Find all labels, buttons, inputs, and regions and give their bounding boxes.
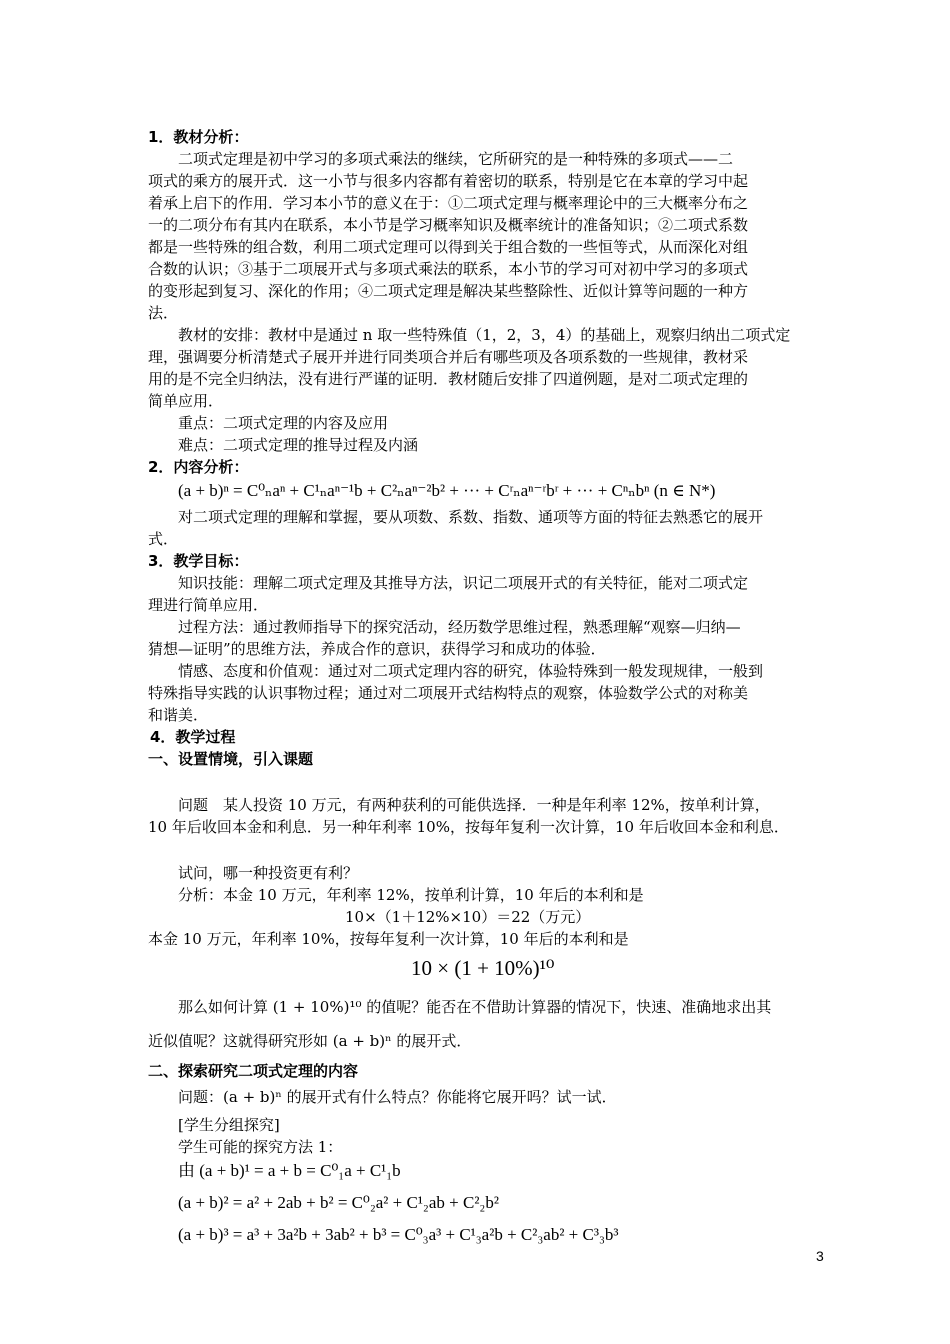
paragraph-line: 过程方法：通过教师指导下的探究活动，经历数学思维过程，熟悉理解“观察—归纳— (178, 618, 741, 636)
paragraph-line: 理，强调要分析清楚式子展开并进行同类项合并后有哪些项及各项系数的一些规律，教材采 (148, 348, 749, 366)
paragraph-line: 简单应用． (148, 392, 224, 410)
paragraph-line: 本金 10 万元，年利率 10%，按每年复利一次计算，10 年后的本利和是 (148, 930, 629, 948)
paragraph-line: 10 年后收回本金和利息．另一种年利率 10%，按每年复利一次计算，10 年后收回本金和利息． (148, 818, 789, 836)
paragraph-line: 试问，哪一种投资更有利？ (178, 864, 359, 882)
section-4-heading: 4．教学过程 (150, 728, 236, 746)
paragraph-line: 理进行简单应用． (148, 596, 269, 614)
section-2-heading: 2．内容分析： (148, 458, 249, 476)
paragraph-line: 特殊指导实践的认识事物过程；通过对二项展开式结构特点的观察，体验数学公式的对称美 (148, 684, 749, 702)
compound-interest-formula: 10 × (1 + 10%)¹⁰ (411, 956, 555, 980)
paragraph-line: 情感、态度和价值观：通过对二项式定理内容的研究，体验特殊到一般发现规律，一般到 (178, 662, 764, 680)
paragraph-line: 着承上启下的作用．学习本小节的意义在于：①二项式定理与概率理论中的三大概率分布之 (148, 194, 749, 212)
expansion-equation: 由 (a + b)¹ = a + b = C⁰₁a + C¹₁b (178, 1161, 401, 1180)
paragraph-line: 二项式定理是初中学习的多项式乘法的继续，它所研究的是一种特殊的多项式——二 (178, 150, 734, 168)
calculation: 10×（1＋12%×10）＝22（万元） (345, 908, 591, 926)
group-activity-label: [学生分组探究] (178, 1116, 280, 1134)
paragraph-line: 一的二项分布有其内在联系，本小节是学习概率知识及概率统计的准备知识；②二项式系数 (148, 216, 749, 234)
paragraph-line: 式． (148, 530, 179, 548)
paragraph-line: 猜想—证明”的思维方法，养成合作的意识，获得学习和成功的体验． (148, 640, 606, 658)
page-number: 3 (816, 1248, 824, 1264)
paragraph-line: 问题 某人投资 10 万元，有两种获利的可能供选择．一种是年利率 12%，按单利计算， (178, 796, 770, 814)
paragraph-line: 用的是不完全归纳法，没有进行严谨的证明．教材随后安排了四道例题，是对二项式定理的 (148, 370, 749, 388)
paragraph-line: 法． (148, 304, 179, 322)
paragraph-line: 的变形起到复习、深化的作用；④二项式定理是解决某些整除性、近似计算等问题的一种方 (148, 282, 749, 300)
paragraph-line: 知识技能：理解二项式定理及其推导方法，识记二项展开式的有关特征，能对二项式定 (178, 574, 749, 592)
paragraph-line: 项式的乘方的展开式．这一小节与很多内容都有着密切的联系，特别是它在本章的学习中起 (148, 172, 749, 190)
paragraph-line: 都是一些特殊的组合数，利用二项式定理可以得到关于组合数的一些恒等式，从而深化对组 (148, 238, 749, 256)
subsection-heading: 二、探索研究二项式定理的内容 (148, 1062, 359, 1080)
expansion-equation: (a + b)² = a² + 2ab + b² = C⁰₂a² + C¹₂ab + C²₂b² (178, 1193, 499, 1212)
paragraph-line: 对二项式定理的理解和掌握，要从项数、系数、指数、通项等方面的特征去熟悉它的展开 (178, 508, 764, 526)
paragraph-line: 分析：本金 10 万元，年利率 12%，按单利计算，10 年后的本利和是 (178, 886, 644, 904)
binomial-theorem-formula: (a + b)ⁿ = C⁰ₙaⁿ + C¹ₙaⁿ⁻¹b + C²ₙaⁿ⁻²b² + ··· + Cʳₙaⁿ⁻ʳbʳ + ··· + Cⁿₙbⁿ (n ∈ N*) (178, 481, 716, 500)
expansion-equation: (a + b)³ = a³ + 3a²b + 3ab² + b³ = C⁰₃a³ + C¹₃a²b + C²₃ab² + C³₃b³ (178, 1225, 619, 1244)
paragraph-line: 近似值呢？这就得研究形如 (a + b)ⁿ 的展开式． (148, 1032, 472, 1050)
section-1-heading: 1．教材分析： (148, 128, 249, 146)
paragraph-line: 教材的安排：教材中是通过 n 取一些特殊值（1，2，3，4）的基础上，观察归纳出二项式定 (178, 326, 791, 344)
difficult-point: 难点：二项式定理的推导过程及内涵 (178, 436, 419, 454)
key-point: 重点：二项式定理的内容及应用 (178, 414, 389, 432)
paragraph-line: 和谐美． (148, 706, 209, 724)
subsection-heading: 一、设置情境，引入课题 (148, 750, 314, 768)
paragraph-line: 合数的认识；③基于二项展开式与多项式乘法的联系，本小节的学习可对初中学习的多项式 (148, 260, 749, 278)
section-3-heading: 3．教学目标： (148, 552, 249, 570)
paragraph-line: 学生可能的探究方法 1： (178, 1138, 343, 1156)
paragraph-line: 那么如何计算 (1 + 10%)¹⁰ 的值呢？能否在不借助计算器的情况下，快速、准确地求出其 (178, 998, 772, 1016)
paragraph-line: 问题：(a + b)ⁿ 的展开式有什么特点？你能将它展开吗？试一试． (178, 1088, 617, 1106)
